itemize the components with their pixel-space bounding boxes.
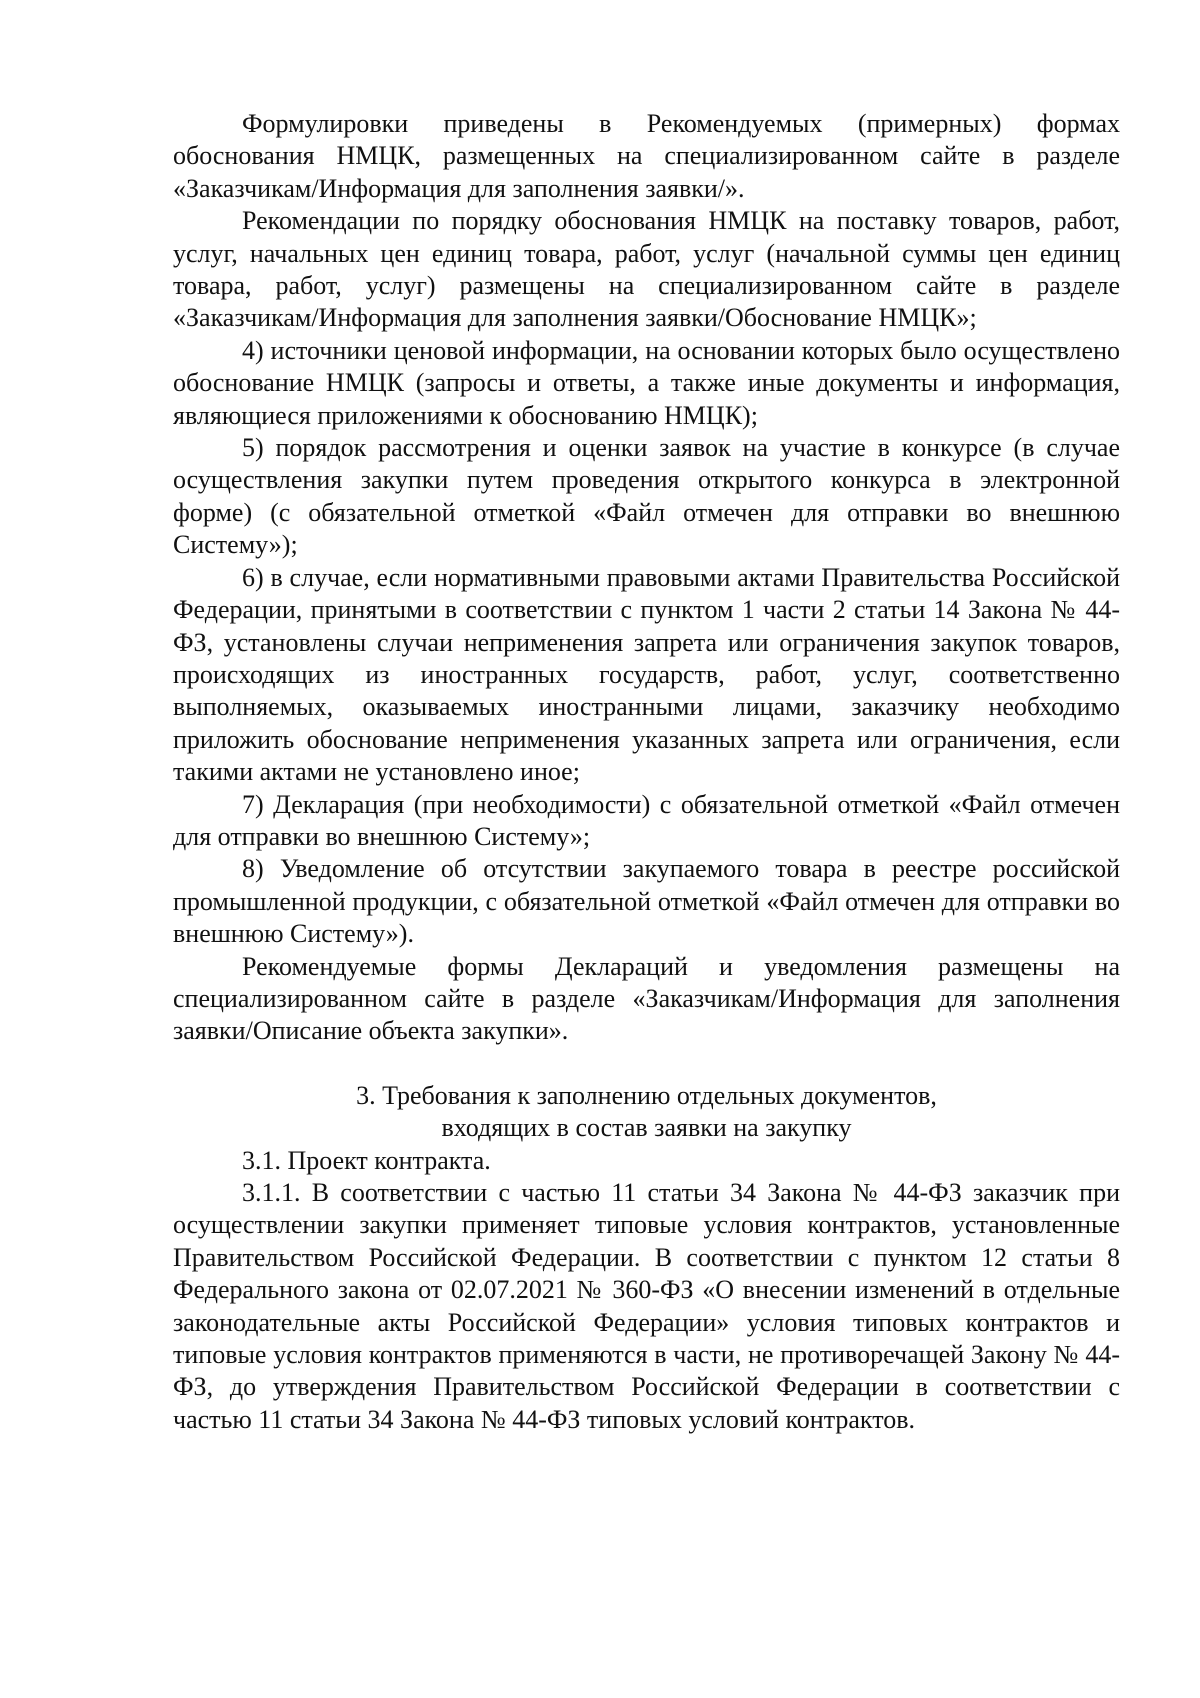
list-item-7: 7) Декларация (при необходимости) с обязательной отметкой «Файл отмечен для отправки во внешнюю Систему»; [173, 789, 1120, 851]
paragraph-formulations: Формулировки приведены в Рекомендуемых (примерных) формах обоснования НМЦК, размещенных на специализированном сайте в разделе «Заказчикам/Информация для заполнения заявки/». [173, 109, 1120, 203]
list-item-8: 8) Уведомление об отсутствии закупаемого товара в реестре российской промышленной продукции, с обязательной отметкой «Файл отмечен для отправки во внешнюю Систему»). [173, 854, 1120, 949]
list-item-4: 4) источники ценовой информации, на основании которых было осуществлено обоснование НМЦК (запросы и ответы, а также иные документы и информация, являющиеся приложениями к обоснованию НМЦК); [173, 335, 1120, 430]
paragraph-recommended-forms: Рекомендуемые формы Деклараций и уведомления размещены на специализированном сайте в разделе «Заказчикам/Информация для заполнения заявки/Описание объекта закупки». [173, 951, 1120, 1046]
paragraph-3-1-1: 3.1.1. В соответствии с частью 11 статьи 34 Закона № 44-ФЗ заказчик при осуществлении закупки применяет типовые условия контрактов, установленные Правительством Российской Федерации. В соответствии с пунктом 12 статьи 8 Федерального закона от 02.07.2021 № 360-ФЗ «О внесении изменений в отдельные законодательные акты Российской Федерации» условия типовых контрактов и типовые условия контрактов применяются в части, не противоречащей Закону № 44-ФЗ, до утверждения Правительством Российской Федерации в соответствии с частью 11 статьи 34 Закона № 44-ФЗ типовых условий контрактов. [173, 1178, 1120, 1434]
section-heading-line-1: 3. Требования к заполнению отдельных документов, [356, 1080, 937, 1110]
paragraph-recommendations: Рекомендации по порядку обоснования НМЦК на поставку товаров, работ, услуг, начальных цен единиц товара, работ, услуг (начальной суммы цен единиц товара, работ, услуг) размещены на специализированном сайте в разделе «Заказчикам/Информация для заполнения заявки/Обоснование НМЦК»; [173, 206, 1120, 333]
subsection-title: 3.1. Проект контракта. [242, 1145, 491, 1175]
list-item-5: 5) порядок рассмотрения и оценки заявок на участие в конкурсе (в случае осуществления закупки путем проведения открытого конкурса в электронной форме) (с обязательной отметкой «Файл отмечен для отправки во внешнюю Систему»); [173, 433, 1120, 560]
document-page [173, 108, 1120, 1436]
section-heading [173, 1080, 1120, 1145]
section-heading-line-2: входящих в состав заявки на закупку [441, 1113, 852, 1143]
list-item-6: 6) в случае, если нормативными правовыми актами Правительства Российской Федерации, принятыми в соответствии с пунктом 1 части 2 статьи 14 Закона № 44-ФЗ, установлены случаи неприменения запрета или ограничения закупок товаров, происходящих из иностранных государств, работ, услуг, соответственно выполняемых, оказываемых иностранными лицами, заказчику необходимо приложить обоснование неприменения указанных запрета или ограничения, если такими актами не установлено иное; [173, 562, 1120, 787]
